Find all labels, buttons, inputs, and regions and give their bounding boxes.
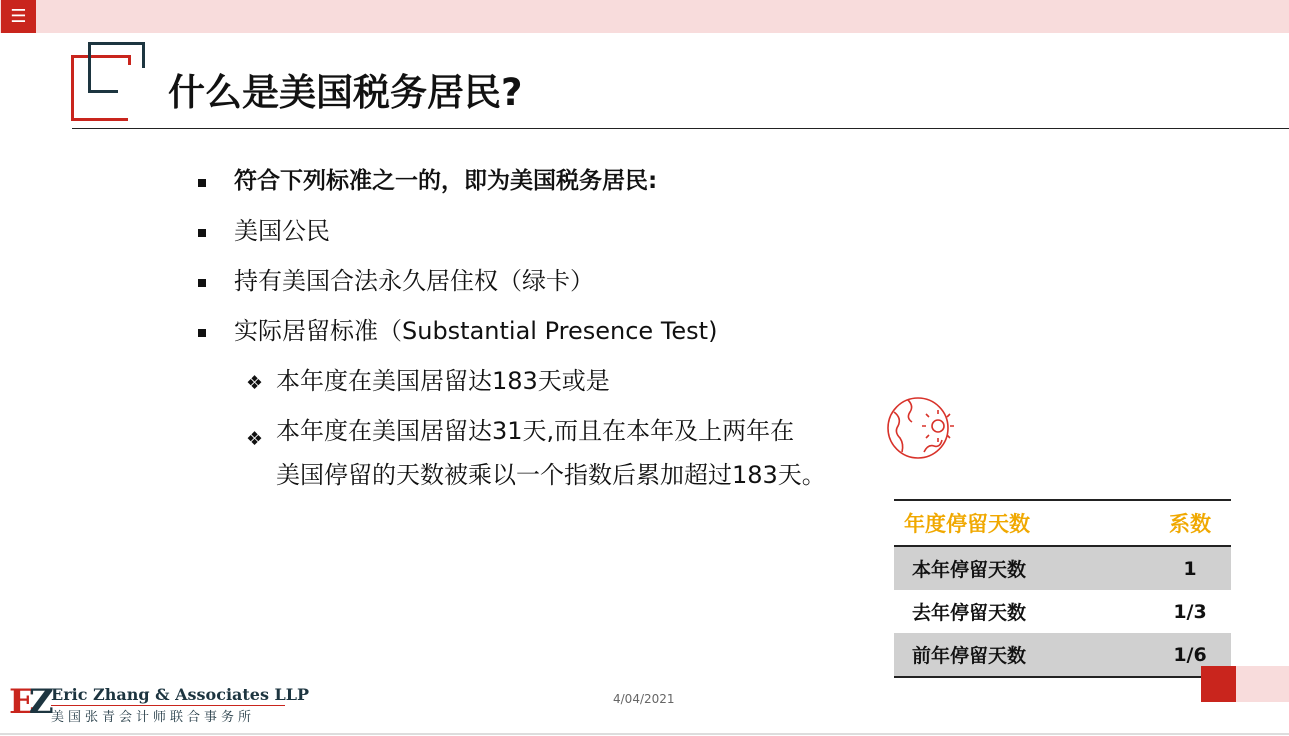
bullet-item <box>198 316 838 366</box>
square-bullet-icon <box>198 329 206 337</box>
bottom-divider <box>0 733 1289 735</box>
hamburger-icon: ☰ <box>10 6 27 27</box>
coefficient-table <box>894 499 1231 678</box>
logo-company-name: Eric Zhang & Associates LLP <box>51 685 310 704</box>
table-cell: 前年停留天数 <box>894 633 1149 677</box>
diamond-bullet-icon: ❖ <box>246 372 264 394</box>
logo-company-name-cn: 美国张青会计师联合事务所 <box>51 710 256 725</box>
bullet-text: 美国公民 <box>234 217 330 245</box>
table-header-row <box>894 500 1231 546</box>
table-header-days: 年度停留天数 <box>894 500 1149 546</box>
company-logo <box>9 684 309 726</box>
bullet-item <box>198 166 838 216</box>
logo-mark: EZ <box>9 682 48 722</box>
diamond-bullet-icon: ❖ <box>246 428 264 450</box>
sub-bullet-text: 本年度在美国居留达183天或是 <box>276 367 610 395</box>
table-cell: 本年停留天数 <box>894 546 1149 590</box>
title-divider <box>72 128 1289 129</box>
sub-bullet-text-line1: 本年度在美国居留达31天,而且在本年及上两年在 <box>276 417 795 445</box>
corner-block-red <box>1201 666 1236 702</box>
globe-icon <box>884 392 960 462</box>
footer-date: 4/04/2021 <box>613 692 675 706</box>
table-cell: 1/6 <box>1149 633 1231 677</box>
table-row <box>894 546 1231 590</box>
title-decoration-dark-right <box>142 42 145 68</box>
bullet-list <box>198 166 838 497</box>
sub-bullet-text-line2: 美国停留的天数被乘以一个指数后累加超过183天。 <box>276 461 826 489</box>
table-cell: 去年停留天数 <box>912 602 1027 624</box>
title-decoration-dark-tail <box>88 90 118 93</box>
top-bar <box>0 0 1289 33</box>
bullet-text: 持有美国合法永久居住权（绿卡） <box>234 267 594 295</box>
table-cell: 1 <box>1149 546 1231 590</box>
bullet-item <box>198 216 838 266</box>
bullet-item <box>198 266 838 316</box>
table-row <box>894 590 1231 633</box>
title-decoration-dark <box>88 42 145 93</box>
sub-bullet-item <box>198 409 838 497</box>
bullet-text: 实际居留标准（Substantial Presence Test) <box>234 317 718 345</box>
slide-title: 什么是美国税务居民? <box>168 71 523 114</box>
square-bullet-icon <box>198 179 206 187</box>
corner-block-pink <box>1236 666 1289 702</box>
square-bullet-icon <box>198 229 206 237</box>
table-cell: 1/3 <box>1173 600 1207 623</box>
table-header-coefficient: 系数 <box>1149 500 1231 546</box>
bullet-text: 符合下列标准之一的，即为美国税务居民: <box>234 168 658 194</box>
square-bullet-icon <box>198 279 206 287</box>
table-row <box>894 633 1231 677</box>
menu-button[interactable] <box>1 0 36 33</box>
